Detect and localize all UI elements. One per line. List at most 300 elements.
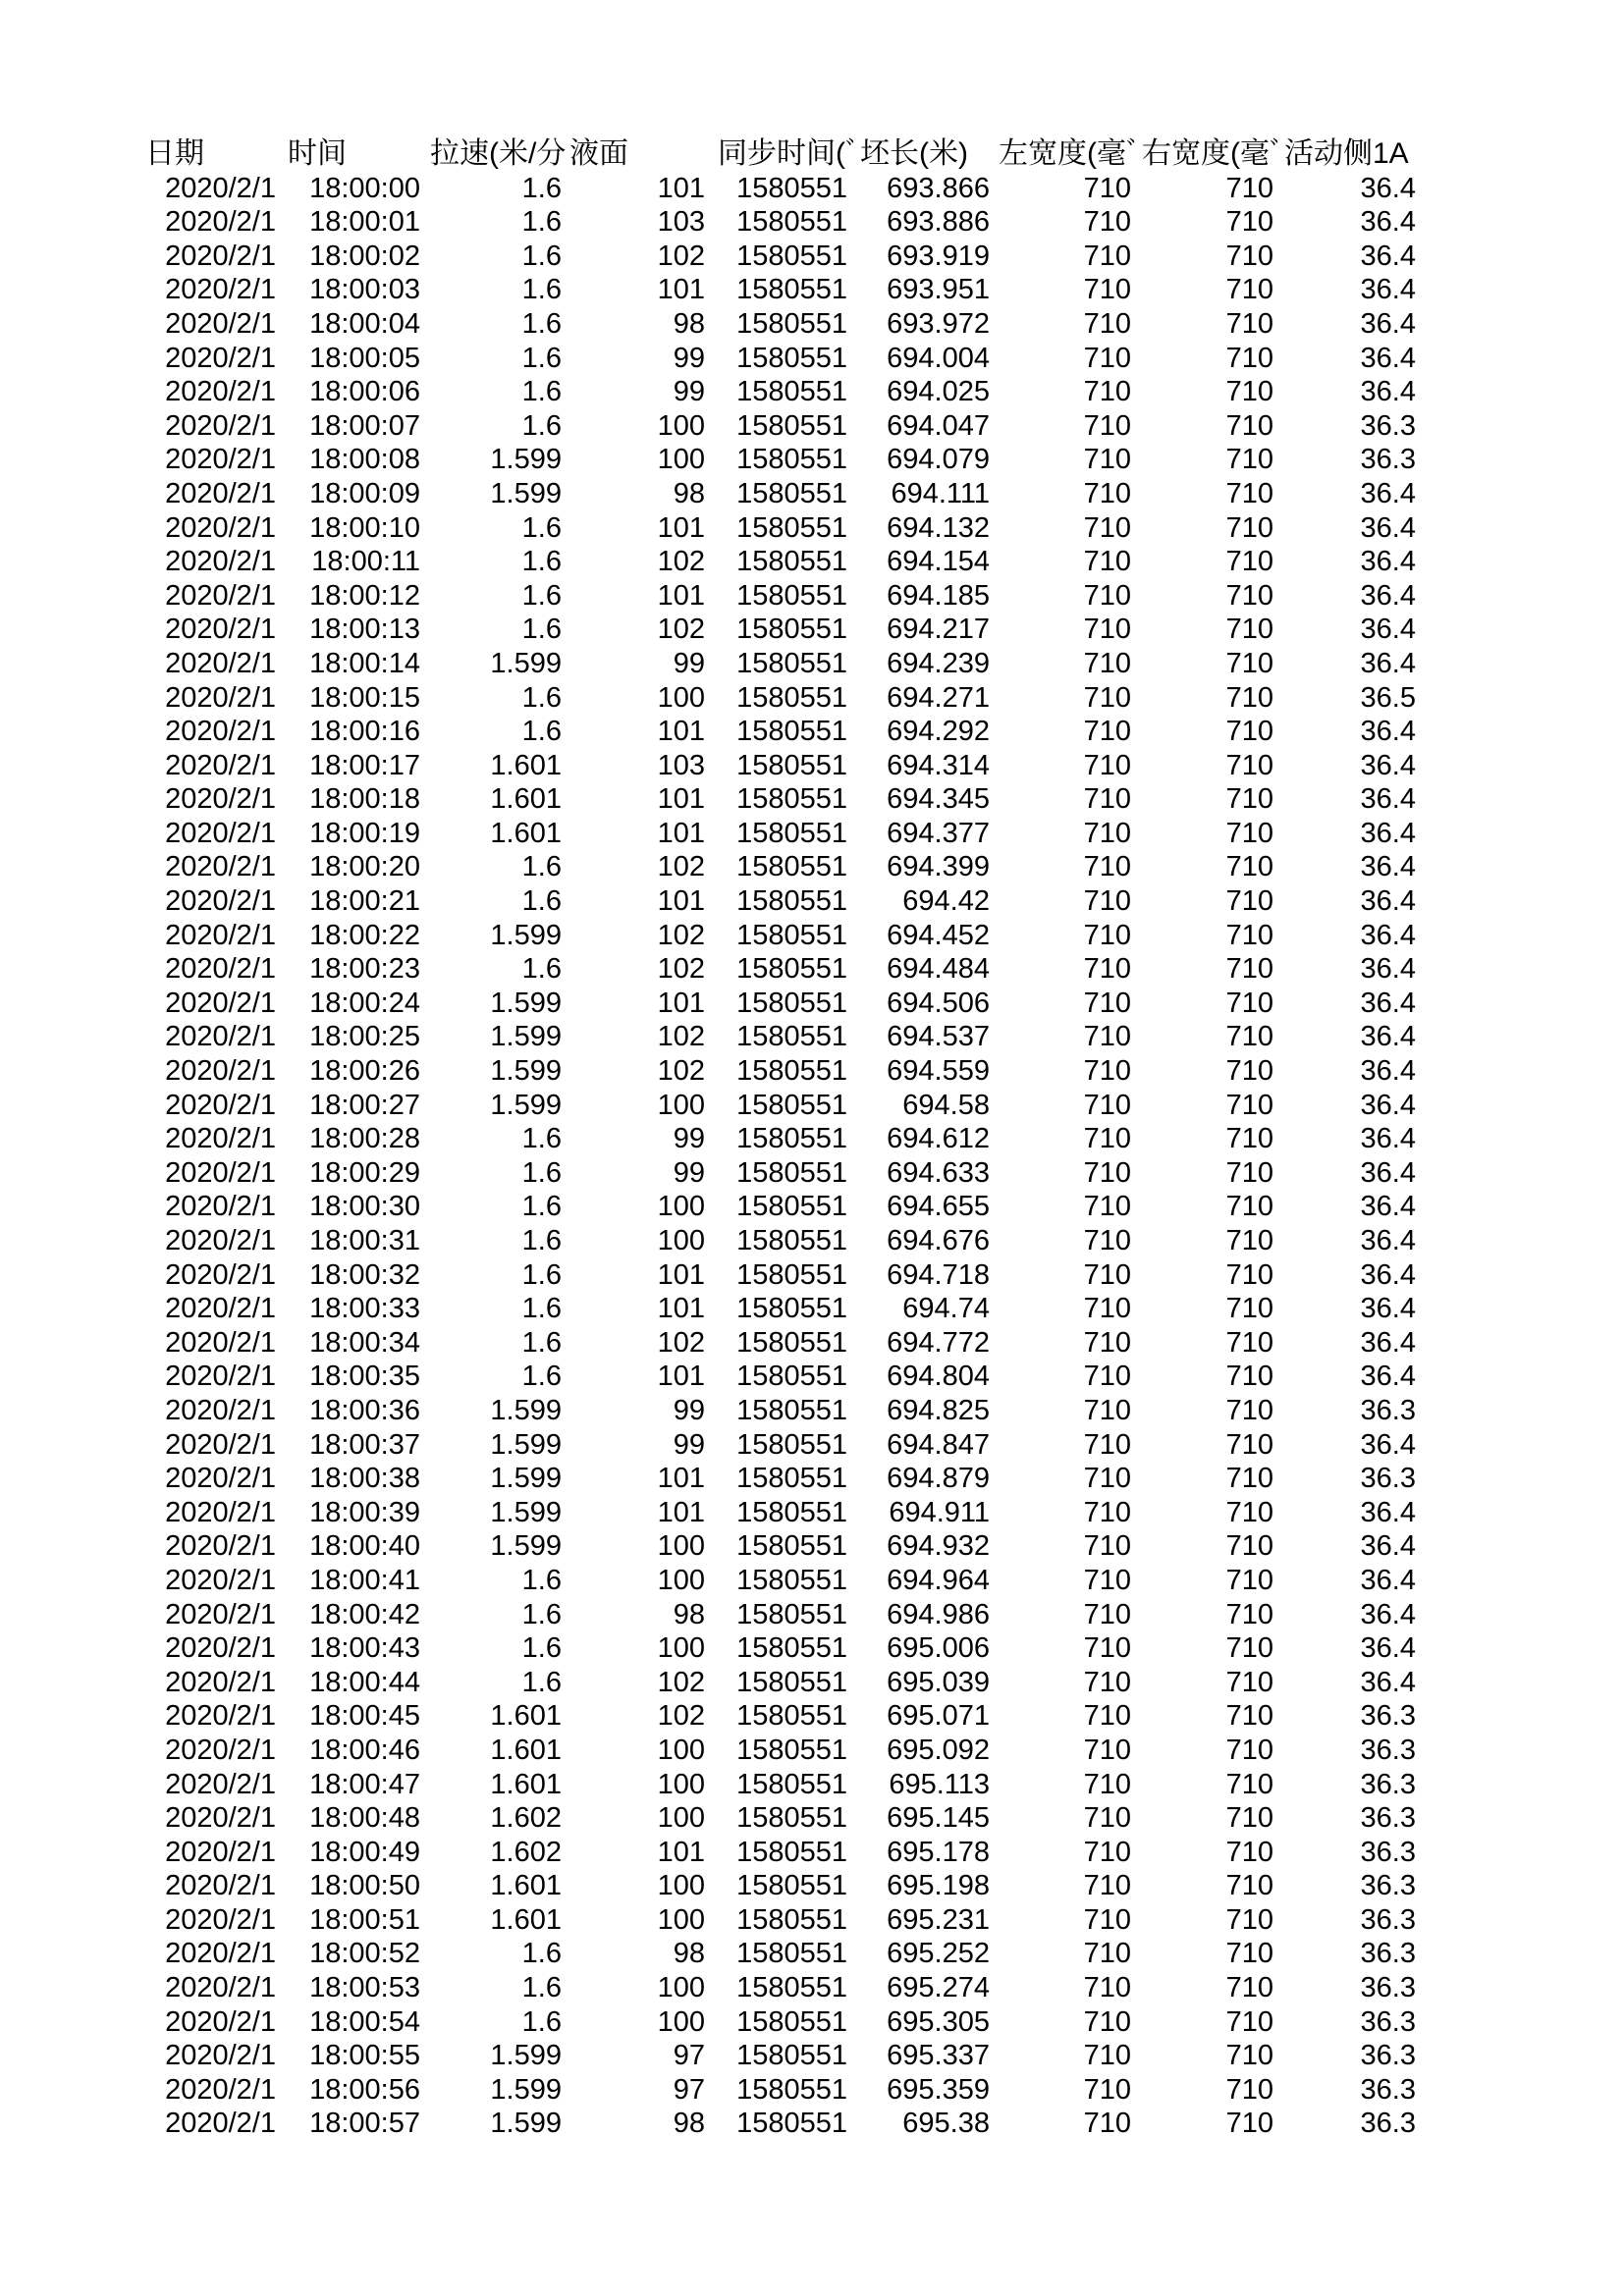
cell-strand-length: 694.911 bbox=[889, 1496, 990, 1528]
cell-left-width: 710 bbox=[1083, 1938, 1131, 1970]
cell-strand-length: 694.964 bbox=[887, 1564, 990, 1596]
table-row bbox=[0, 1734, 1624, 1768]
cell-active-side-1a: 36.4 bbox=[1360, 1258, 1416, 1291]
cell-left-width: 710 bbox=[1083, 1293, 1131, 1325]
table-row bbox=[0, 884, 1624, 919]
cell-right-width: 710 bbox=[1225, 579, 1273, 612]
header-time: 时间 bbox=[288, 137, 347, 170]
table-row bbox=[0, 1224, 1624, 1258]
cell-active-side-1a: 36.4 bbox=[1360, 1021, 1416, 1053]
cell-time: 18:00:34 bbox=[309, 1326, 420, 1359]
cell-mold-level: 101 bbox=[657, 579, 705, 612]
cell-active-side-1a: 36.4 bbox=[1360, 1361, 1416, 1393]
cell-time: 18:00:54 bbox=[309, 2005, 420, 2038]
cell-casting-speed: 1.6 bbox=[521, 614, 562, 646]
cell-left-width: 710 bbox=[1083, 444, 1131, 476]
cell-sync-time: 1580551 bbox=[736, 1021, 847, 1053]
cell-right-width: 710 bbox=[1225, 1225, 1273, 1256]
cell-strand-length: 693.951 bbox=[887, 274, 990, 306]
cell-strand-length: 694.804 bbox=[887, 1361, 990, 1393]
cell-date: 2020/2/1 bbox=[165, 307, 276, 340]
cell-strand-length: 694.377 bbox=[887, 817, 990, 849]
table-row bbox=[0, 273, 1624, 307]
cell-mold-level: 102 bbox=[657, 1666, 705, 1698]
table-row bbox=[0, 749, 1624, 783]
table-row bbox=[0, 409, 1624, 444]
cell-date: 2020/2/1 bbox=[165, 1055, 276, 1088]
cell-sync-time: 1580551 bbox=[736, 1123, 847, 1155]
cell-left-width: 710 bbox=[1083, 579, 1131, 612]
cell-right-width: 710 bbox=[1225, 511, 1273, 544]
cell-strand-length: 695.145 bbox=[887, 1802, 990, 1835]
spreadsheet-page bbox=[0, 137, 1624, 2141]
cell-left-width: 710 bbox=[1083, 647, 1131, 679]
cell-sync-time: 1580551 bbox=[736, 1870, 847, 1902]
cell-right-width: 710 bbox=[1225, 1496, 1273, 1528]
cell-time: 18:00:03 bbox=[309, 274, 420, 306]
cell-sync-time: 1580551 bbox=[736, 614, 847, 646]
cell-strand-length: 694.633 bbox=[887, 1156, 990, 1189]
cell-right-width: 710 bbox=[1225, 1021, 1273, 1053]
cell-casting-speed: 1.599 bbox=[490, 1055, 562, 1088]
cell-strand-length: 694.047 bbox=[887, 409, 990, 442]
table-row bbox=[0, 579, 1624, 614]
cell-date: 2020/2/1 bbox=[165, 2040, 276, 2072]
cell-right-width: 710 bbox=[1225, 1768, 1273, 1800]
cell-date: 2020/2/1 bbox=[165, 716, 276, 748]
cell-left-width: 710 bbox=[1083, 953, 1131, 986]
cell-strand-length: 694.345 bbox=[887, 783, 990, 816]
cell-strand-length: 694.271 bbox=[887, 681, 990, 714]
cell-active-side-1a: 36.3 bbox=[1360, 1836, 1416, 1868]
cell-date: 2020/2/1 bbox=[165, 885, 276, 918]
cell-left-width: 710 bbox=[1083, 2040, 1131, 2072]
table-row bbox=[0, 647, 1624, 681]
cell-right-width: 710 bbox=[1225, 1802, 1273, 1835]
cell-active-side-1a: 36.4 bbox=[1360, 987, 1416, 1019]
cell-casting-speed: 1.601 bbox=[490, 1903, 562, 1936]
cell-active-side-1a: 36.4 bbox=[1360, 1326, 1416, 1359]
cell-casting-speed: 1.601 bbox=[490, 1734, 562, 1766]
cell-left-width: 710 bbox=[1083, 1258, 1131, 1291]
cell-sync-time: 1580551 bbox=[736, 444, 847, 476]
cell-strand-length: 694.676 bbox=[887, 1225, 990, 1256]
cell-sync-time: 1580551 bbox=[736, 1394, 847, 1426]
cell-casting-speed: 1.6 bbox=[521, 885, 562, 918]
cell-right-width: 710 bbox=[1225, 172, 1273, 204]
cell-active-side-1a: 36.4 bbox=[1360, 1225, 1416, 1256]
table-row bbox=[0, 477, 1624, 511]
table-row bbox=[0, 1971, 1624, 2005]
cell-active-side-1a: 36.4 bbox=[1360, 1496, 1416, 1528]
cell-date: 2020/2/1 bbox=[165, 1734, 276, 1766]
cell-strand-length: 695.198 bbox=[887, 1870, 990, 1902]
cell-active-side-1a: 36.4 bbox=[1360, 817, 1416, 849]
cell-sync-time: 1580551 bbox=[736, 1055, 847, 1088]
cell-active-side-1a: 36.4 bbox=[1360, 240, 1416, 272]
cell-strand-length: 694.772 bbox=[887, 1326, 990, 1359]
cell-active-side-1a: 36.4 bbox=[1360, 307, 1416, 340]
cell-casting-speed: 1.599 bbox=[490, 1394, 562, 1426]
cell-strand-length: 693.919 bbox=[887, 240, 990, 272]
cell-time: 18:00:51 bbox=[309, 1903, 420, 1936]
table-row bbox=[0, 1122, 1624, 1156]
cell-active-side-1a: 36.4 bbox=[1360, 647, 1416, 679]
cell-casting-speed: 1.599 bbox=[490, 1463, 562, 1495]
cell-strand-length: 694.314 bbox=[887, 749, 990, 781]
cell-left-width: 710 bbox=[1083, 1361, 1131, 1393]
cell-mold-level: 101 bbox=[657, 1293, 705, 1325]
cell-casting-speed: 1.599 bbox=[490, 2040, 562, 2072]
cell-casting-speed: 1.6 bbox=[521, 851, 562, 883]
cell-date: 2020/2/1 bbox=[165, 1938, 276, 1970]
cell-time: 18:00:13 bbox=[309, 614, 420, 646]
cell-right-width: 710 bbox=[1225, 1700, 1273, 1733]
cell-casting-speed: 1.6 bbox=[521, 953, 562, 986]
cell-casting-speed: 1.601 bbox=[490, 783, 562, 816]
cell-casting-speed: 1.601 bbox=[490, 817, 562, 849]
cell-casting-speed: 1.6 bbox=[521, 172, 562, 204]
cell-casting-speed: 1.6 bbox=[521, 206, 562, 239]
table-row bbox=[0, 1360, 1624, 1394]
cell-active-side-1a: 36.4 bbox=[1360, 1632, 1416, 1665]
cell-time: 18:00:16 bbox=[309, 716, 420, 748]
cell-date: 2020/2/1 bbox=[165, 1123, 276, 1155]
cell-mold-level: 100 bbox=[657, 1768, 705, 1800]
table-row bbox=[0, 1496, 1624, 1530]
cell-right-width: 710 bbox=[1225, 342, 1273, 374]
cell-casting-speed: 1.6 bbox=[521, 307, 562, 340]
cell-strand-length: 694.185 bbox=[887, 579, 990, 612]
cell-right-width: 710 bbox=[1225, 376, 1273, 408]
cell-mold-level: 101 bbox=[657, 1836, 705, 1868]
cell-active-side-1a: 36.3 bbox=[1360, 1972, 1416, 2004]
cell-time: 18:00:10 bbox=[309, 511, 420, 544]
cell-date: 2020/2/1 bbox=[165, 172, 276, 204]
cell-date: 2020/2/1 bbox=[165, 1225, 276, 1256]
cell-strand-length: 694.399 bbox=[887, 851, 990, 883]
cell-casting-speed: 1.599 bbox=[490, 1496, 562, 1528]
cell-mold-level: 99 bbox=[673, 1123, 705, 1155]
cell-right-width: 710 bbox=[1225, 444, 1273, 476]
cell-time: 18:00:02 bbox=[309, 240, 420, 272]
cell-mold-level: 99 bbox=[673, 376, 705, 408]
cell-date: 2020/2/1 bbox=[165, 2108, 276, 2140]
cell-strand-length: 694.986 bbox=[887, 1598, 990, 1630]
cell-mold-level: 101 bbox=[657, 1496, 705, 1528]
cell-time: 18:00:53 bbox=[309, 1972, 420, 2004]
cell-active-side-1a: 36.4 bbox=[1360, 953, 1416, 986]
cell-sync-time: 1580551 bbox=[736, 885, 847, 918]
cell-strand-length: 694.612 bbox=[887, 1123, 990, 1155]
cell-mold-level: 100 bbox=[657, 1191, 705, 1223]
cell-right-width: 710 bbox=[1225, 1734, 1273, 1766]
cell-right-width: 710 bbox=[1225, 1598, 1273, 1630]
table-row bbox=[0, 1631, 1624, 1666]
cell-strand-length: 695.071 bbox=[887, 1700, 990, 1733]
cell-left-width: 710 bbox=[1083, 1428, 1131, 1461]
cell-casting-speed: 1.6 bbox=[521, 342, 562, 374]
cell-sync-time: 1580551 bbox=[736, 953, 847, 986]
cell-right-width: 710 bbox=[1225, 919, 1273, 951]
header-left-width: 左宽度(毫ﾞ bbox=[999, 137, 1141, 170]
cell-strand-length: 695.274 bbox=[887, 1972, 990, 2004]
cell-mold-level: 102 bbox=[657, 851, 705, 883]
header-date: 日期 bbox=[145, 137, 204, 170]
cell-right-width: 710 bbox=[1225, 817, 1273, 849]
cell-active-side-1a: 36.4 bbox=[1360, 851, 1416, 883]
table-row bbox=[0, 1699, 1624, 1734]
cell-mold-level: 101 bbox=[657, 783, 705, 816]
cell-casting-speed: 1.6 bbox=[521, 579, 562, 612]
cell-right-width: 710 bbox=[1225, 614, 1273, 646]
cell-time: 18:00:06 bbox=[309, 376, 420, 408]
cell-left-width: 710 bbox=[1083, 172, 1131, 204]
cell-mold-level: 99 bbox=[673, 342, 705, 374]
cell-casting-speed: 1.6 bbox=[521, 1972, 562, 2004]
cell-sync-time: 1580551 bbox=[736, 274, 847, 306]
table-row bbox=[0, 850, 1624, 884]
cell-mold-level: 102 bbox=[657, 614, 705, 646]
cell-date: 2020/2/1 bbox=[165, 342, 276, 374]
cell-left-width: 710 bbox=[1083, 1768, 1131, 1800]
cell-strand-length: 694.506 bbox=[887, 987, 990, 1019]
cell-mold-level: 101 bbox=[657, 885, 705, 918]
cell-casting-speed: 1.6 bbox=[521, 1632, 562, 1665]
cell-casting-speed: 1.6 bbox=[521, 716, 562, 748]
cell-time: 18:00:49 bbox=[309, 1836, 420, 1868]
cell-right-width: 710 bbox=[1225, 2005, 1273, 2038]
cell-right-width: 710 bbox=[1225, 1293, 1273, 1325]
cell-strand-length: 694.111 bbox=[891, 477, 990, 509]
cell-right-width: 710 bbox=[1225, 2040, 1273, 2072]
cell-right-width: 710 bbox=[1225, 851, 1273, 883]
cell-left-width: 710 bbox=[1083, 511, 1131, 544]
cell-active-side-1a: 36.3 bbox=[1360, 1700, 1416, 1733]
cell-strand-length: 694.42 bbox=[902, 885, 990, 918]
cell-date: 2020/2/1 bbox=[165, 1463, 276, 1495]
cell-strand-length: 694.154 bbox=[887, 546, 990, 578]
cell-mold-level: 101 bbox=[657, 172, 705, 204]
cell-sync-time: 1580551 bbox=[736, 342, 847, 374]
cell-mold-level: 101 bbox=[657, 1463, 705, 1495]
cell-left-width: 710 bbox=[1083, 716, 1131, 748]
cell-right-width: 710 bbox=[1225, 1564, 1273, 1596]
cell-active-side-1a: 36.4 bbox=[1360, 511, 1416, 544]
cell-right-width: 710 bbox=[1225, 1326, 1273, 1359]
table-row bbox=[0, 1937, 1624, 1971]
cell-casting-speed: 1.599 bbox=[490, 647, 562, 679]
cell-mold-level: 98 bbox=[673, 2108, 705, 2140]
header-sync-time: 同步时间(ﾞ bbox=[718, 137, 860, 170]
cell-active-side-1a: 36.3 bbox=[1360, 1768, 1416, 1800]
cell-left-width: 710 bbox=[1083, 274, 1131, 306]
cell-date: 2020/2/1 bbox=[165, 1632, 276, 1665]
cell-date: 2020/2/1 bbox=[165, 614, 276, 646]
cell-active-side-1a: 36.4 bbox=[1360, 1428, 1416, 1461]
cell-mold-level: 97 bbox=[673, 2073, 705, 2106]
cell-active-side-1a: 36.4 bbox=[1360, 274, 1416, 306]
cell-date: 2020/2/1 bbox=[165, 1903, 276, 1936]
cell-strand-length: 693.866 bbox=[887, 172, 990, 204]
cell-time: 18:00:50 bbox=[309, 1870, 420, 1902]
cell-time: 18:00:17 bbox=[309, 749, 420, 781]
cell-left-width: 710 bbox=[1083, 1802, 1131, 1835]
cell-date: 2020/2/1 bbox=[165, 376, 276, 408]
cell-time: 18:00:14 bbox=[309, 647, 420, 679]
cell-strand-length: 695.231 bbox=[887, 1903, 990, 1936]
cell-strand-length: 694.655 bbox=[887, 1191, 990, 1223]
cell-sync-time: 1580551 bbox=[736, 376, 847, 408]
cell-time: 18:00:19 bbox=[309, 817, 420, 849]
cell-right-width: 710 bbox=[1225, 477, 1273, 509]
cell-date: 2020/2/1 bbox=[165, 511, 276, 544]
cell-sync-time: 1580551 bbox=[736, 681, 847, 714]
cell-time: 18:00:22 bbox=[309, 919, 420, 951]
cell-left-width: 710 bbox=[1083, 240, 1131, 272]
header-casting-speed: 拉速(米/分 bbox=[430, 137, 567, 170]
cell-right-width: 710 bbox=[1225, 546, 1273, 578]
cell-strand-length: 695.178 bbox=[887, 1836, 990, 1868]
cell-mold-level: 102 bbox=[657, 240, 705, 272]
cell-right-width: 710 bbox=[1225, 783, 1273, 816]
cell-strand-length: 693.972 bbox=[887, 307, 990, 340]
cell-strand-length: 694.825 bbox=[887, 1394, 990, 1426]
cell-mold-level: 100 bbox=[657, 1734, 705, 1766]
cell-right-width: 710 bbox=[1225, 1903, 1273, 1936]
cell-time: 18:00:37 bbox=[309, 1428, 420, 1461]
cell-date: 2020/2/1 bbox=[165, 1156, 276, 1189]
cell-right-width: 710 bbox=[1225, 1361, 1273, 1393]
cell-time: 18:00:35 bbox=[309, 1361, 420, 1393]
cell-right-width: 710 bbox=[1225, 885, 1273, 918]
cell-mold-level: 99 bbox=[673, 1156, 705, 1189]
cell-sync-time: 1580551 bbox=[736, 511, 847, 544]
cell-left-width: 710 bbox=[1083, 1021, 1131, 1053]
cell-casting-speed: 1.601 bbox=[490, 1700, 562, 1733]
cell-date: 2020/2/1 bbox=[165, 206, 276, 239]
cell-left-width: 710 bbox=[1083, 409, 1131, 442]
cell-time: 18:00:12 bbox=[309, 579, 420, 612]
cell-time: 18:00:33 bbox=[309, 1293, 420, 1325]
cell-date: 2020/2/1 bbox=[165, 2005, 276, 2038]
cell-casting-speed: 1.6 bbox=[521, 1598, 562, 1630]
cell-time: 18:00:23 bbox=[309, 953, 420, 986]
cell-casting-speed: 1.599 bbox=[490, 1530, 562, 1563]
cell-right-width: 710 bbox=[1225, 1394, 1273, 1426]
cell-time: 18:00:38 bbox=[309, 1463, 420, 1495]
cell-left-width: 710 bbox=[1083, 919, 1131, 951]
cell-date: 2020/2/1 bbox=[165, 1768, 276, 1800]
cell-mold-level: 102 bbox=[657, 546, 705, 578]
cell-mold-level: 100 bbox=[657, 1225, 705, 1256]
cell-strand-length: 693.886 bbox=[887, 206, 990, 239]
cell-mold-level: 101 bbox=[657, 716, 705, 748]
table-row bbox=[0, 1768, 1624, 1802]
cell-mold-level: 101 bbox=[657, 817, 705, 849]
cell-time: 18:00:52 bbox=[309, 1938, 420, 1970]
cell-right-width: 710 bbox=[1225, 1530, 1273, 1563]
cell-time: 18:00:39 bbox=[309, 1496, 420, 1528]
table-row bbox=[0, 1190, 1624, 1224]
cell-date: 2020/2/1 bbox=[165, 1870, 276, 1902]
cell-time: 18:00:24 bbox=[309, 987, 420, 1019]
cell-right-width: 710 bbox=[1225, 953, 1273, 986]
cell-strand-length: 694.847 bbox=[887, 1428, 990, 1461]
header-right-width: 右宽度(毫ﾞ bbox=[1142, 137, 1284, 170]
cell-left-width: 710 bbox=[1083, 2108, 1131, 2140]
cell-left-width: 710 bbox=[1083, 1734, 1131, 1766]
cell-sync-time: 1580551 bbox=[736, 579, 847, 612]
cell-sync-time: 1580551 bbox=[736, 206, 847, 239]
cell-casting-speed: 1.6 bbox=[521, 1938, 562, 1970]
cell-date: 2020/2/1 bbox=[165, 647, 276, 679]
cell-left-width: 710 bbox=[1083, 477, 1131, 509]
cell-time: 18:00:15 bbox=[309, 681, 420, 714]
cell-time: 18:00:11 bbox=[311, 546, 420, 578]
cell-active-side-1a: 36.4 bbox=[1360, 614, 1416, 646]
cell-strand-length: 695.113 bbox=[889, 1768, 990, 1800]
cell-date: 2020/2/1 bbox=[165, 409, 276, 442]
cell-time: 18:00:47 bbox=[309, 1768, 420, 1800]
cell-mold-level: 101 bbox=[657, 987, 705, 1019]
cell-time: 18:00:20 bbox=[309, 851, 420, 883]
cell-date: 2020/2/1 bbox=[165, 546, 276, 578]
cell-casting-speed: 1.599 bbox=[490, 2108, 562, 2140]
cell-active-side-1a: 36.4 bbox=[1360, 1191, 1416, 1223]
cell-strand-length: 694.932 bbox=[887, 1530, 990, 1563]
cell-strand-length: 695.006 bbox=[887, 1632, 990, 1665]
cell-left-width: 710 bbox=[1083, 1055, 1131, 1088]
cell-right-width: 710 bbox=[1225, 1055, 1273, 1088]
cell-date: 2020/2/1 bbox=[165, 1836, 276, 1868]
cell-active-side-1a: 36.4 bbox=[1360, 1666, 1416, 1698]
table-row bbox=[0, 613, 1624, 647]
cell-active-side-1a: 36.3 bbox=[1360, 444, 1416, 476]
cell-right-width: 710 bbox=[1225, 1191, 1273, 1223]
table-row bbox=[0, 172, 1624, 206]
cell-date: 2020/2/1 bbox=[165, 987, 276, 1019]
cell-sync-time: 1580551 bbox=[736, 1089, 847, 1121]
table-row bbox=[0, 307, 1624, 342]
cell-casting-speed: 1.6 bbox=[521, 1191, 562, 1223]
cell-casting-speed: 1.599 bbox=[490, 919, 562, 951]
cell-sync-time: 1580551 bbox=[736, 851, 847, 883]
cell-date: 2020/2/1 bbox=[165, 1972, 276, 2004]
cell-time: 18:00:27 bbox=[309, 1089, 420, 1121]
cell-right-width: 710 bbox=[1225, 1870, 1273, 1902]
table-row bbox=[0, 1598, 1624, 1632]
cell-sync-time: 1580551 bbox=[736, 1836, 847, 1868]
cell-sync-time: 1580551 bbox=[736, 1734, 847, 1766]
cell-left-width: 710 bbox=[1083, 885, 1131, 918]
cell-left-width: 710 bbox=[1083, 1598, 1131, 1630]
cell-left-width: 710 bbox=[1083, 2005, 1131, 2038]
cell-mold-level: 102 bbox=[657, 1326, 705, 1359]
cell-active-side-1a: 36.4 bbox=[1360, 546, 1416, 578]
cell-time: 18:00:57 bbox=[309, 2108, 420, 2140]
cell-time: 18:00:48 bbox=[309, 1802, 420, 1835]
cell-time: 18:00:30 bbox=[309, 1191, 420, 1223]
cell-date: 2020/2/1 bbox=[165, 953, 276, 986]
cell-right-width: 710 bbox=[1225, 1632, 1273, 1665]
cell-active-side-1a: 36.4 bbox=[1360, 716, 1416, 748]
cell-strand-length: 694.079 bbox=[887, 444, 990, 476]
cell-sync-time: 1580551 bbox=[736, 749, 847, 781]
cell-active-side-1a: 36.4 bbox=[1360, 1156, 1416, 1189]
cell-date: 2020/2/1 bbox=[165, 1700, 276, 1733]
cell-casting-speed: 1.6 bbox=[521, 1564, 562, 1596]
